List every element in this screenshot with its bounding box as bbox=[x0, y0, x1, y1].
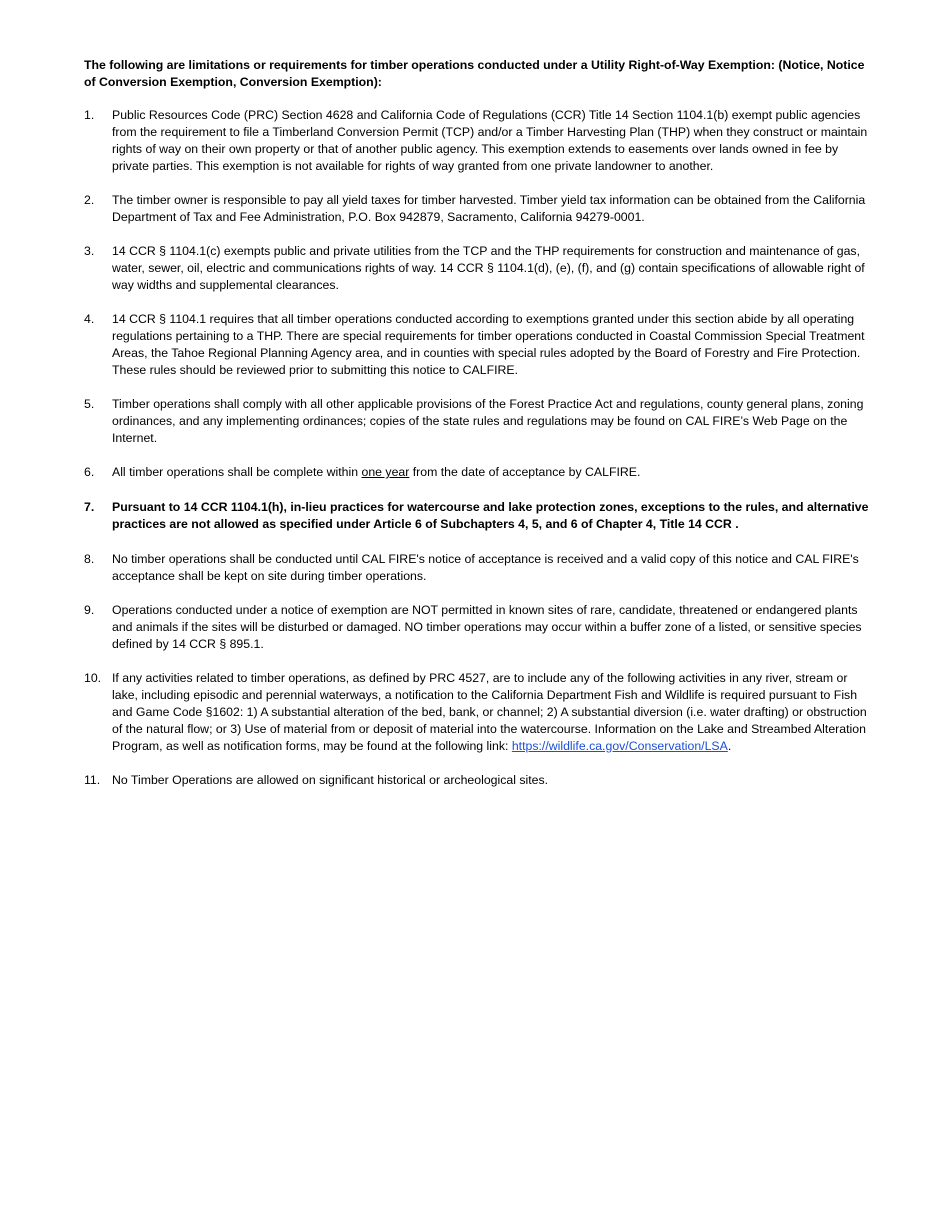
item-text: 14 CCR § 1104.1 requires that all timber operations conducted according to exemptions granted under this section abide by all operating regulations pertaining to a THP. There are special requirements for timber operations conducted in Coastal Commission Special Treatment Areas, the Tahoe Regional Planning Agency area, and in counties with special rules adopted by the Board of Forestry and Fire Protection. These rules should be reviewed prior to submitting this notice to CALFIRE. bbox=[112, 312, 865, 377]
item-text-body: If any activities related to timber operations, as defined by PRC 4527, are to include any of the following activities in any river, stream or lake, including episodic and perennial waterways, a notification to the California Department Fish and Wildlife is required pursuant to Fish and Game Code §1602: 1) A substantial alteration of the bed, bank, or channel; 2) A substantial diversion (i.e. water drafting) or obstruction of the natural flow; or 3) Use of material from or deposit of material into the watercourse. Information on the Lake and Streambed Alteration Program, as well as notification forms, may be found at the following link: bbox=[112, 671, 867, 753]
item-number: 11. bbox=[84, 773, 101, 787]
item-number: 7. bbox=[84, 500, 95, 514]
item-text bbox=[112, 464, 870, 481]
item-text: Pursuant to 14 CCR 1104.1(h), in-lieu practices for watercourse and lake protection zones, exceptions to the rules, and alternative practices are not allowed as specified under Article 6 of Subchapters 4, 5, and 6 of Chapter 4, Title 14 CCR . bbox=[112, 500, 869, 531]
underlined-duration: one year bbox=[361, 465, 410, 479]
list-item-2 bbox=[84, 192, 870, 226]
list-item-8 bbox=[84, 551, 870, 585]
item-number: 5. bbox=[84, 397, 95, 411]
list-item-1 bbox=[84, 107, 870, 175]
list-item-11 bbox=[84, 772, 870, 789]
lsa-link[interactable]: https://wildlife.ca.gov/Conservation/LSA bbox=[511, 739, 728, 753]
list-item-4 bbox=[84, 311, 870, 379]
list-item-3 bbox=[84, 243, 870, 294]
item-text bbox=[112, 670, 870, 755]
intro-heading: The following are limitations or requirements for timber operations conducted under a Utility Right-of-Way Exemption: (Notice, Notice of Conversion Exemption, Conversion Exemption): bbox=[84, 58, 865, 89]
item-number: 1. bbox=[84, 108, 95, 122]
list-item-10 bbox=[84, 670, 870, 755]
item-text-before: All timber operations shall be complete within bbox=[112, 465, 362, 479]
list-item-9 bbox=[84, 602, 870, 653]
item-number: 2. bbox=[84, 193, 95, 207]
item-number: 4. bbox=[84, 312, 95, 326]
item-text: 14 CCR § 1104.1(c) exempts public and private utilities from the TCP and the THP requirements for construction and maintenance of gas, water, sewer, oil, electric and communications rights of way. 14 CCR § 1104.1(d), (e), (f), and (g) contain specifications of allowable right of way widths and supplemental clearances. bbox=[112, 244, 865, 292]
item-text-after: from the date of acceptance by CALFIRE. bbox=[409, 465, 641, 479]
item-text-after: . bbox=[727, 739, 732, 753]
list-item-7 bbox=[84, 499, 870, 533]
item-number: 6. bbox=[84, 465, 95, 479]
item-number: 9. bbox=[84, 603, 95, 617]
item-text: Operations conducted under a notice of exemption are NOT permitted in known sites of rare, candidate, threatened or endangered plants and animals if the sites will be disturbed or damaged. NO timber operations may occur within a buffer zone of a listed, or sensitive species defined by 14 CCR § 895.1. bbox=[112, 603, 862, 651]
item-text: The timber owner is responsible to pay all yield taxes for timber harvested. Timber yield tax information can be obtained from the California Department of Tax and Fee Administration, P.O. Box 942879, Sacramento, California 94279-0001. bbox=[112, 193, 866, 224]
item-text: No Timber Operations are allowed on significant historical or archeological sites. bbox=[112, 773, 549, 787]
list-item-6 bbox=[84, 464, 870, 481]
item-number: 8. bbox=[84, 552, 95, 566]
item-number: 3. bbox=[84, 244, 95, 258]
item-text: No timber operations shall be conducted until CAL FIRE's notice of acceptance is received and a valid copy of this notice and CAL FIRE's acceptance shall be kept on site during timber operations. bbox=[112, 552, 859, 583]
list-item-5 bbox=[84, 396, 870, 447]
limitations-document bbox=[84, 57, 870, 806]
item-text: Timber operations shall comply with all other applicable provisions of the Forest Practice Act and regulations, county general plans, zoning ordinances, and any implementing ordinances; copies of the state rules and regulations may be found on CAL FIRE’s Web Page on the Internet. bbox=[112, 397, 864, 445]
item-text: Public Resources Code (PRC) Section 4628 and California Code of Regulations (CCR) Title 14 Section 1104.1(b) exempt public agencies from the requirement to file a Timberland Conversion Permit (TCP) and/or a Timber Harvesting Plan (THP) when they construct or maintain rights of way on their own property or that of another public agency. This exemption extends to easements over lands owned in fee by private parties. This exemption is not available for rights of way granted from one private landowner to another. bbox=[112, 108, 868, 173]
item-number: 10. bbox=[84, 671, 102, 685]
